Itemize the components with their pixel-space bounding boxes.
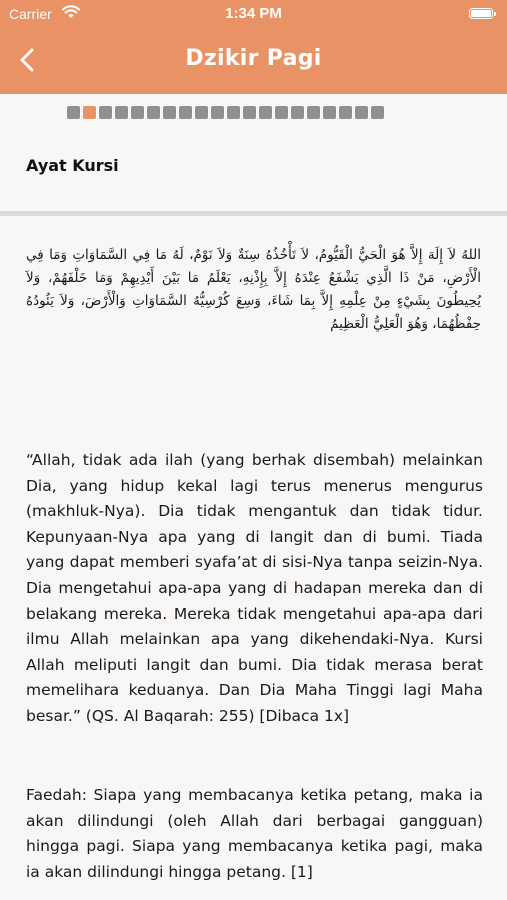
page-title: Dzikir Pagi xyxy=(185,46,322,71)
section-divider xyxy=(0,211,507,216)
page-dot[interactable] xyxy=(67,106,80,119)
status-bar xyxy=(0,0,507,28)
battery-icon xyxy=(469,8,493,19)
dzikir-title: Ayat Kursi xyxy=(26,156,119,175)
page-dot[interactable] xyxy=(163,106,176,119)
page-dot-active[interactable] xyxy=(83,106,96,119)
page-dot[interactable] xyxy=(115,106,128,119)
arabic-text: اللهُ لاَ إِلَهَ إِلاَّ هُوَ الْحَيُّ الْقَيُّومُ، لاَ تَأْخُذُهُ سِنَةٌ وَلاَ نَوْمٌ، لَهُ مَا فِي السَّمَاوَاتِ وَمَا فِي الْأَرْضِ، مَنْ ذَا الَّذِي يَشْفَعُ عِنْدَهُ إِلاَّ بِإِذْنِهِ، يَعْلَمُ مَا بَيْنَ أَيْدِيهِمْ وَمَا خَلْفَهُمْ، وَلاَ يُحِيطُونَ بِشَيْءٍ مِنْ عِلْمِهِ إِلاَّ بِمَا شَاءَ، وَسِعَ كُرْسِيُّهُ السَّمَاوَاتِ وَالْأَرْضَ، وَلاَ يَئُودُهُ حِفْظُهُمَا، وَهُوَ الْعَلِيُّ الْعَظِيمُ xyxy=(26,247,481,332)
page-dot[interactable] xyxy=(291,106,304,119)
dzikir-content[interactable] xyxy=(0,94,507,900)
benefit-text: Faedah: Siapa yang membacanya ketika petang, maka ia akan dilindungi (oleh Allah dari berbagai gangguan) hingga pagi. Siapa yang membacanya ketika pagi, maka ia akan dilindungi hingga petang. [1] xyxy=(26,786,483,881)
page-dot[interactable] xyxy=(307,106,320,119)
page-dot[interactable] xyxy=(147,106,160,119)
navigation-bar xyxy=(0,28,507,94)
page-dot[interactable] xyxy=(99,106,112,119)
status-time: 1:34 PM xyxy=(225,5,282,22)
page-dot[interactable] xyxy=(371,106,384,119)
carrier-label: Carrier xyxy=(9,6,52,22)
page-dot[interactable] xyxy=(243,106,256,119)
page-dot[interactable] xyxy=(195,106,208,119)
page-dot[interactable] xyxy=(323,106,336,119)
page-dot[interactable] xyxy=(275,106,288,119)
page-dot[interactable] xyxy=(211,106,224,119)
page-dot[interactable] xyxy=(339,106,352,119)
page-dot[interactable] xyxy=(227,106,240,119)
page-dot[interactable] xyxy=(131,106,144,119)
page-dot[interactable] xyxy=(259,106,272,119)
page-indicator xyxy=(67,106,384,120)
page-dot[interactable] xyxy=(355,106,368,119)
page-dot[interactable] xyxy=(179,106,192,119)
translation-text: “Allah, tidak ada ilah (yang berhak disembah) melainkan Dia, yang hidup kekal lagi terus menerus mengurus (makhluk-Nya). Dia tidak mengantuk dan tidak tidur. Kepunyaan-Nya apa yang di langit dan di bumi. Tiada yang dapat memberi syafa’at di sisi-Nya tanpa seizin-Nya. Dia mengetahui apa-apa yang di hadapan mereka dan di belakang mereka. Mereka tidak mengetahui apa-apa dari ilmu Allah melainkan apa yang dikehendaki-Nya. Kursi Allah meliputi langit dan bumi. Dia tidak merasa berat memelihara keduanya. Dan Dia Maha Tinggi lagi Maha besar.” (QS. Al Baqarah: 255) [Dibaca 1x] xyxy=(26,451,483,725)
